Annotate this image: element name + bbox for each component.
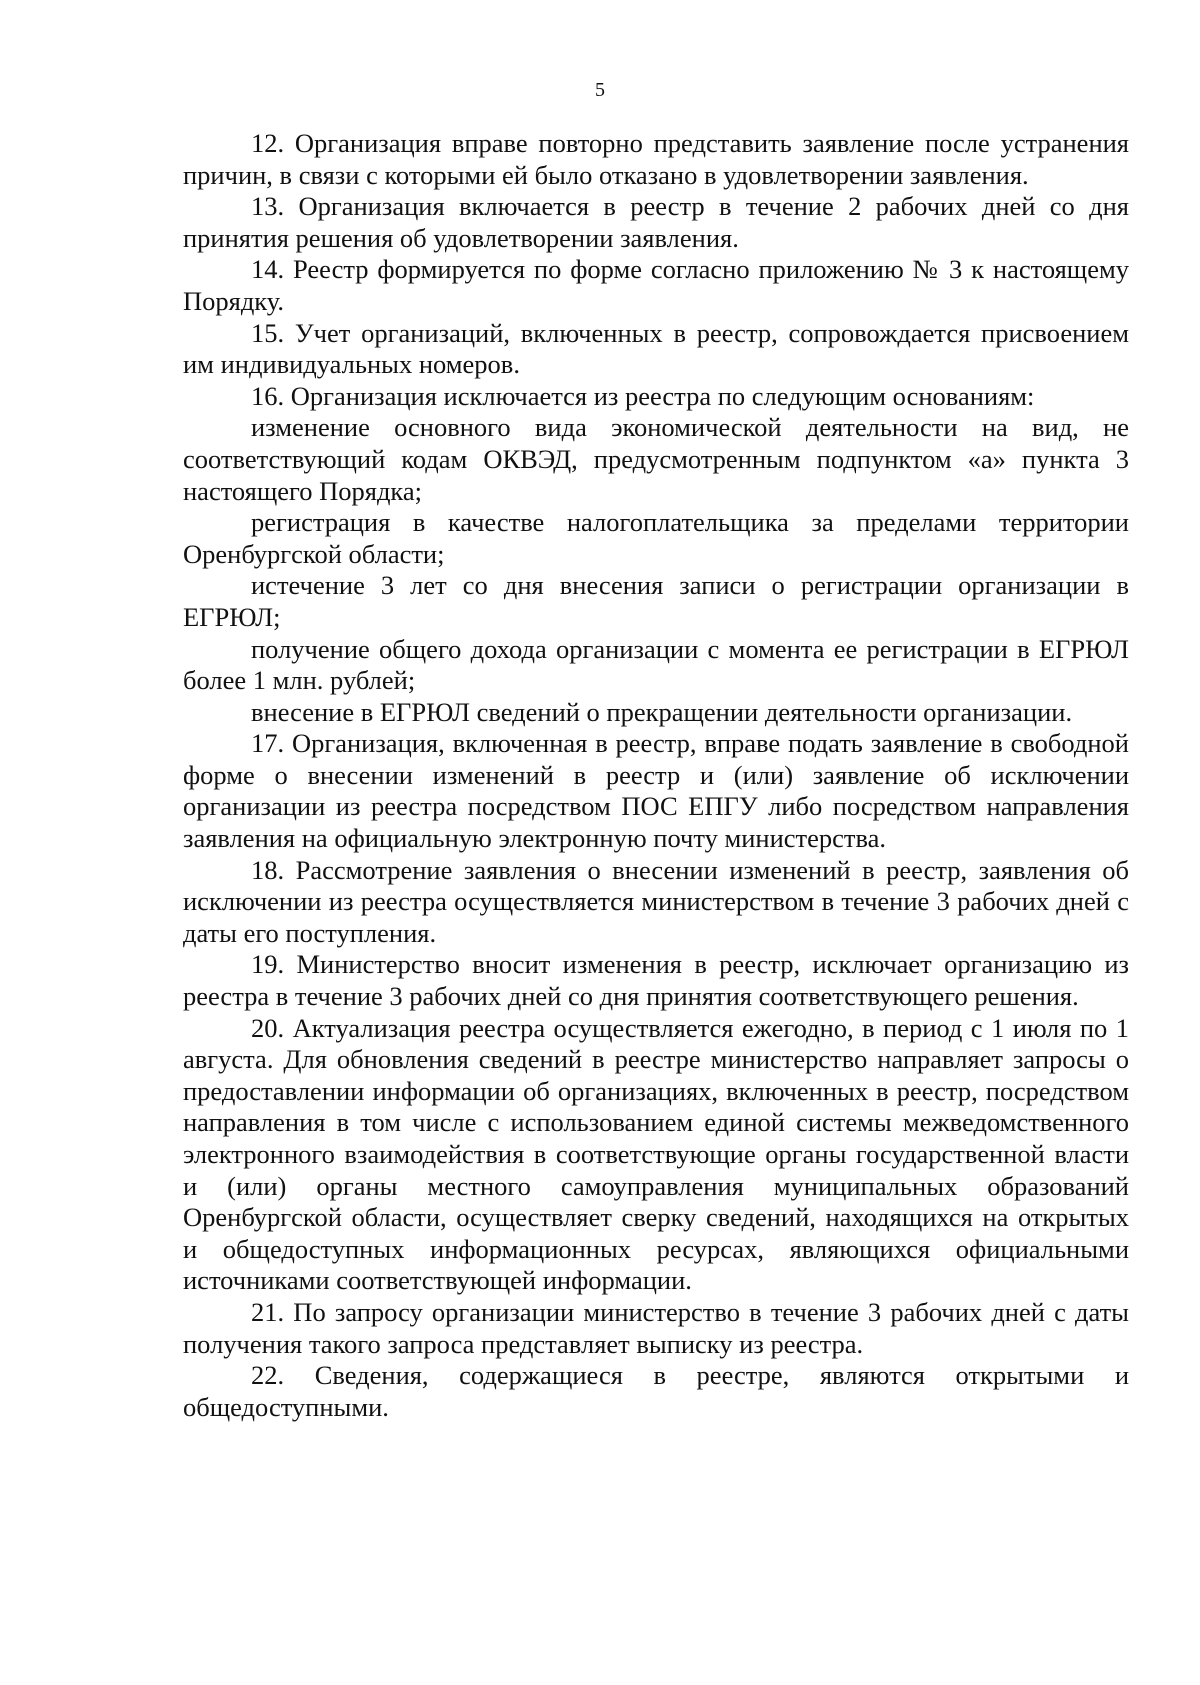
paragraph-19: 19. Министерство вносит изменения в реестр, исключает организацию из реестра в течение 3 рабочих дней со дня принятия соответствующего решения. xyxy=(183,949,1129,1012)
paragraph-17: 17. Организация, включенная в реестр, вправе подать заявление в свободной форме о внесении изменений в реестр и (или) заявление об исключении организации из реестра посредством ПОС ЕПГУ либо посредством направления заявления на официальную электронную почту министерства. xyxy=(183,728,1129,854)
paragraph-16-item-termination: внесение в ЕГРЮЛ сведений о прекращении деятельности организации. xyxy=(251,696,1073,727)
paragraph-16-item-tax-registration: регистрация в качестве налогоплательщика за пределами территории Оренбургской области; xyxy=(183,507,1129,569)
paragraph-16-item-income: получение общего дохода организации с момента ее регистрации в ЕГРЮЛ более 1 млн. рублей; xyxy=(183,633,1129,696)
paragraph-21: 21. По запросу организации министерство в течение 3 рабочих дней с даты получения такого запроса представляет выписку из реестра. xyxy=(183,1296,1129,1359)
paragraph-22: 22. Сведения, содержащиеся в реестре, являются открытыми и общедоступными. xyxy=(183,1360,1129,1422)
paragraph-20: 20. Актуализация реестра осуществляется ежегодно, в период с 1 июля по 1 августа. Для обновления сведений в реестре министерство направляет запросы о предоставлении информации об организациях, включенных в реестр, посредством направления в том числе с использованием единой системы межведомственного электронного взаимодействия в соответствующие органы государственной власти и (или) органы местного самоуправления муниципальных образований Оренбургской области, осуществляет сверку сведений, находящихся на открытых и общедоступных информационных ресурсах, являющихся официальными источниками соответствующей информации. xyxy=(183,1012,1129,1296)
paragraph-18: 18. Рассмотрение заявления о внесении изменений в реестр, заявления об исключении из реестра осуществляется министерством в течение 3 рабочих дней с даты его поступления. xyxy=(183,854,1129,948)
paragraph-13: 13. Организация включается в реестр в течение 2 рабочих дней со дня принятия решения об удовлетворении заявления. xyxy=(183,191,1129,253)
paragraph-16-item-okved: изменение основного вида экономической деятельности на вид, не соответствующий кодам ОКВЭД, предусмотренным подпунктом «а» пункта 3 настоящего Порядка; xyxy=(183,412,1129,506)
document-body xyxy=(183,128,1129,1423)
paragraph-16: 16. Организация исключается из реестра по следующим основаниям: xyxy=(251,380,1035,411)
paragraph-14: 14. Реестр формируется по форме согласно приложению № 3 к настоящему Порядку. xyxy=(183,254,1129,316)
paragraph-16-item-three-years: истечение 3 лет со дня внесения записи о регистрации организации в ЕГРЮЛ; xyxy=(183,570,1129,632)
paragraph-15: 15. Учет организаций, включенных в реестр, сопровождается присвоением им индивидуальных номеров. xyxy=(183,317,1129,380)
page-number: 5 xyxy=(595,79,605,101)
paragraph-12: 12. Организация вправе повторно представить заявление после устранения причин, в связи с которыми ей было отказано в удовлетворении заявления. xyxy=(183,128,1129,190)
